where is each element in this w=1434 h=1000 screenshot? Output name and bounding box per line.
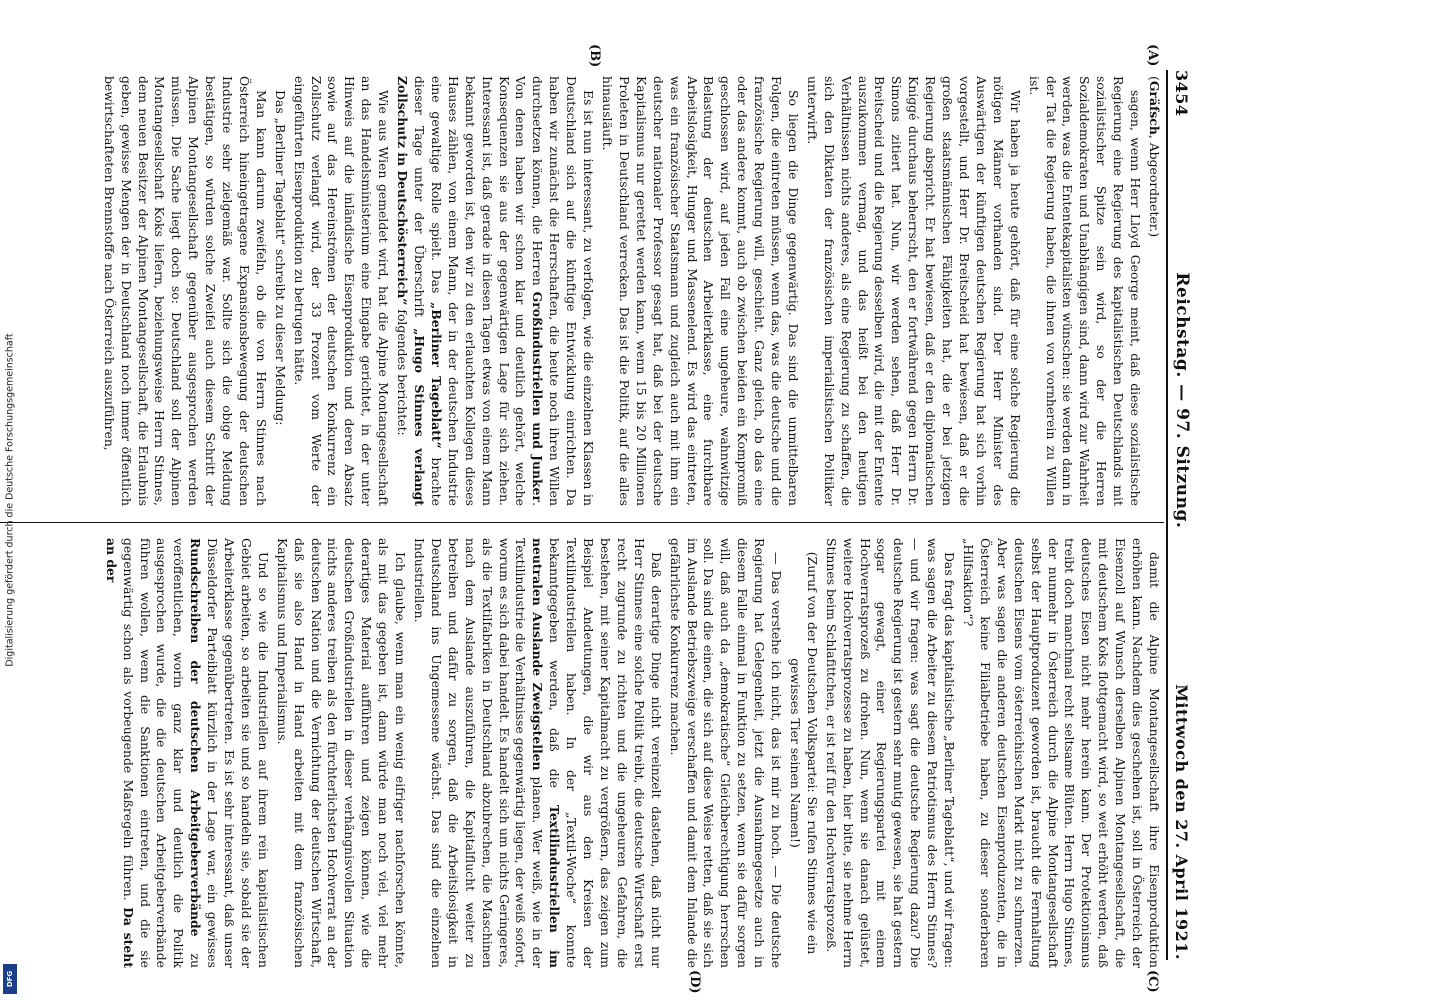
dfg-logo xyxy=(3,964,17,994)
right-column-paragraph: Daß derartige Dinge nicht vereinzelt dastehen, daß nicht nur Herr Stinnes eine solche Politik treibt, die deutsche Wirtschaft erst recht zugrunde zu richten und die ungeheuren Gefahren, die bestehen, mit seiner Kapitalmacht zu vergrößern, das zeigen zum Beispiel Andeutungen, die wir aus den Kreisen der Textilindustriellen haben. In der „Textil-Woche“ konnte bekanntgegeben werden, daß die Textilindustriellen im neutralen Auslande Zweigstellen planen. Wer weiß, wie in der Textilindustrie die Verhältnisse gegenwärtig liegen, der weiß sofort, worum es sich dabei handelt. Es handelt sich um nichts Geringeres, als die Textilfabriken in Deutschland abzubrechen, die Maschinen nach dem Auslande auszuführen, die Kapitalflucht weiter zu betreiben und dafür zu sorgen, daß die Arbeitslosigkeit in Deutschland ins Ungemessene wächst. Das sind die einzelnen Industriellen. xyxy=(412,538,664,968)
page-header xyxy=(1166,70,1204,960)
left-column-paragraph: Wir haben ja heute gehört, daß für eine solche Regierung die nötigen Männer vorhanden sind. Der Herr Minister des Auswärtigen der künftigen deutschen Regierung hat sich vorhin vorgestellt, und Herr Dr. Breitscheid hat bewiesen, daß er die großen staatsmännischen Fähigkeiten hat, die er bei jetzigen Regierung abspricht. Er hat bewiesen, daß er den diplomatischen Kniggé durchaus beherrscht, den er fortwährend gegen Herrn Dr. Simons zitiert hat. Nun, wir werden sehen, daß Herr Dr. Breitscheid und die Regierung desselben wird, die mit der Entente auszukommen vermag, und das heißt bei den heutigen Verhältnissen nichts anderes, als eine Regierung zu schaffen, die sich den Diktaten der französischen imperialistischen Politiker unterwirft. xyxy=(804,76,1023,506)
left-column-paragraph: (Gräfsch, Abgeordneter.) xyxy=(1147,76,1162,238)
right-column-paragraph: Und so wie die Industriellen auf ihrem rein kapitalistischen Gebiet arbeiten, so arbeiten sie und so handeln sie, sobald sie der Arbeiterklasse gegenübertreten. Es ist sehr interessant, daß unser Düsseldorfer Parteiblatt kürzlich in der Lage war, ein gewisses Rundschreiben der deutschen Arbeitgeberverbände zu veröffentlichen, worin ganz klar und deutlich die Politik ausgesprochen wurde, die die deutschen Arbeitgeberverbände führen wollen, wenn die Sanktionen eintreten, und die sie gegenwärtig schon als vorbeugende Maßregeln führen. Da steht an der xyxy=(103,538,271,968)
left-text-column xyxy=(0,76,1162,506)
right-column-paragraph: damit die Alpine Montangesellschaft ihre Eisenproduktion erhöhen kann. Nachdem dies geschehen ist, soll in Österreich der Eisenzoll auf Wunsch derselben Alpinen Montangesellschaft, die mit deutschem Koks flottgemacht wird, so weit erhöht werden, daß deutsches Eisen nicht mehr herein kann. Der Protektionismus treibt doch manchmal recht seltsame Blüten. Herrn Hugo Stinnes, der nunmehr in Österreich durch die Alpine Montangesellschaft selbst der Hauptproduzent geworden ist, braucht die Fernhaltung deutschen Eisens vom österreichischen Markt nicht zu schmerzen. Aber was sagen die anderen deutschen Eisenproduzenten, die in Österreich keine Filialbetriebe haben, zu dieser sonderbaren „Hilfsaktion“? xyxy=(961,538,1162,968)
dfg-logo-text: DFG xyxy=(6,970,14,988)
margin-marker-a: (A) xyxy=(1145,44,1160,67)
column-divider xyxy=(0,522,1164,523)
document-page xyxy=(0,30,1222,994)
page-title: Reichstag. — 97. Sitzung. xyxy=(1172,272,1192,529)
left-column-paragraph: Das „Berliner Tageblatt“ schreibt zu dieser Meldung: xyxy=(272,90,288,426)
margin-marker-b: (B) xyxy=(587,44,602,68)
page-date: Mittwoch den 27. April 1921. xyxy=(1172,684,1191,960)
right-column-paragraph: — Das verstehe ich nicht, das ist mir zu hoch. — Die deutsche Regierung hat Gelegenheit, jetzt die Ausnahmegesetze auch in diesem Falle einmal in Funktion zu setzen, wenn sie dafür sorgen will, daß auch da „demokratische“ Gleichberechtigung herrschen soll. Da sind die einen, die sich auf diese Weise retten, daß sie sich im Auslande Betriebszweige verschaffen und damit dem Inlande die gefährlichste Konkurrenz machen. xyxy=(667,538,785,968)
page-number: 3454 xyxy=(1172,70,1191,117)
digitization-footer xyxy=(0,0,20,1000)
right-text-column xyxy=(0,538,1162,968)
funding-note: Digitalisierung gefördert durch die Deutsche Forschungsgemeinschaft xyxy=(4,333,16,667)
left-column-paragraph: Es ist nun interessant, zu verfolgen, wie die einzelnen Klassen in Deutschland sich auf die künftige Entwicklung einrichten. Da haben wir zunächst die Herrschaften, die heute noch ihren Willen durchsetzen können, die Herren Großindustriellen und Junker. Von denen haben wir schon klar und deutlich gehört, welche Konsequenzen sie aus der gegenwärtigen Lage für sich ziehen. Interessant ist, daß gerade in diesen Tagen etwas von einem Mann bekannt geworden ist, den wir zu den erlauchten Kollegen dieses Hauses zählen, von einem Mann, der in der deutschen Industrie eine gewaltige Rolle spielt. Das „Berliner Tageblatt“ brachte dieser Tage unter der Überschrift „Hugo Stinnes verlangt Zollschutz in Deutschösterreich“ folgendes berichtet: xyxy=(395,76,597,506)
margin-marker-c: (C) xyxy=(1145,970,1160,993)
right-column-paragraph: Das fragt das kapitalistische „Berliner Tageblatt“, und wir fragen: was sagen die Arbeiter zu diesem Patriotismus des Herrn Stinnes? — und wir fragen: was sagt die deutsche Regierung dazu? Die deutsche Regierung ist gestern sehr mutig gewesen, sie hat gestern sogar gewagt, einer Regierungspartei mit einem Hochverratsprozeß zu drohen. Nun, wenn sie danach gelüstet, weitere Hochverratsprozesse zu haben, hier bitte, sie nehme Herrn Stinnes beim Schlafittchen, er ist reif für den Hochverratsprozeß. xyxy=(823,538,958,968)
margin-marker-d: (D) xyxy=(687,970,702,994)
right-column-paragraph: Ich glaube, wenn man ein wenig eifriger nachforschen könnte, als mit das gegeben ist, dann würde man noch viel, viel mehr derartiges Material aufführen und zeigen können, wie die deutschen Großindustriellen in dieser verhängnisvollen Situation nichts anderes treiben als den fürchterlichsten Hochverrat an der deutschen Nation und die Vernichtung der deutschen Wirtschaft, daß sie also Hand in Hand arbeiten mit dem französischen Kapitalismus und Imperialismus. xyxy=(274,538,409,968)
left-column-paragraph: sagen, wenn Herr Lloyd George meint, daß diese sozialistische Regierung eine Regierung des kapitalistischen Deutschlands mit sozialistischer Spitze sein wird, so der die Herren Sozialdemokraten und Unabhängigen sind, dann wird zur Wahrheit werden, was die Ententekapitalisten wünschen: sie werden dann in der Tat die Regierung haben, die ihnen von vornherein zu Willen ist. xyxy=(1026,76,1144,506)
left-column-paragraph: So liegen die Dinge gegenwärtig. Das sind die unmittelbaren Folgen, die eintreten müssen, wenn das, was die deutsche und die französische Regierung will, geschieht. Ganz gleich, ob das eine oder das andere kommt, auch ob zwischen beiden ein Kompromiß geschlossen wird, auf jeden Fall eine ungeheure, wahnwitzige Belastung der deutschen Arbeiterklasse, eine furchtbare Arbeitslosigkeit, Hunger und Massenelend. Es wird das eintreten, was ein französischer Staatsmann und zugleich auch mit ihm ein deutscher nationaler Professor gesagt hat, daß bei der deutsche Kapitalismus nur gerettet werden kann, wenn 15 bis 20 Millionen Proleten in Deutschland verrecken. Das ist die Politik, auf die alles hinausläuft. xyxy=(600,76,801,506)
left-column-paragraph: Man kann darum zweifeln, ob die von Herrn Stinnes nach Österreich hineingetragene Expansionsbewegung der deutschen Industrie sehr zielgemäß war. Sollte sich die obige Meldung bestätigen, so würden solche Zweifel auch diesem Schritt der Alpinen Montangesellschaft gegenüber ausgesprochen werden müssen. Die Sache liegt doch so: Deutschland soll der Alpinen Montangesellschaft Koks liefern, beziehungsweise Herrn Stinnes, dem neuen Besitzer der Alpinen Montangesellschaft, die Erlaubnis geben, gewisse Mengen der in Deutschland noch immer öffentlich bewirtschafteten Brennstoffe nach Österreich auszuführen, xyxy=(101,76,269,506)
right-column-paragraph: (Zuruf von der Deutschen Volkspartei: Sie rufen Stinnes wie ein gewisses Tier seinen Namen!) xyxy=(787,551,820,955)
left-column-paragraph: Wie aus Wien gemeldet wird, hat die Alpine Montangesellschaft an das Handelsministerium eine Eingabe gerichtet, in der unter Hinweis auf die inländische Eisenproduktion und deren Absatz sowie auf das Hereinströmen der deutschen Konkurrenz ein Zollschutz verlangt wird, der 33 Prozent vom Werte der eingeführten Eisenproduktion zu betrugen hätte. xyxy=(291,76,392,506)
